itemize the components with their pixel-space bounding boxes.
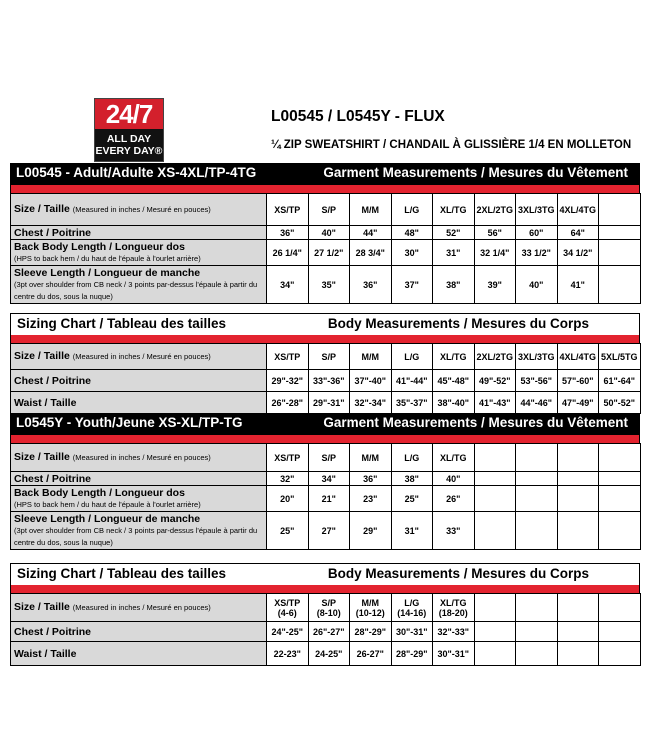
value-cell: 26 1/4": [267, 240, 309, 266]
value-cell: 23": [350, 486, 392, 512]
value-cell: 57"-60": [557, 370, 599, 392]
value-cell: 27": [308, 512, 350, 550]
row-label: Waist / Taille: [11, 642, 267, 666]
adult-garment-table: [10, 193, 641, 304]
value-cell: 33": [433, 512, 475, 550]
size-cell: 4XL/4TG: [557, 344, 599, 370]
value-cell: [599, 642, 641, 666]
size-label-cell: Size / Taille (Measured in inches / Mesuré en pouces): [11, 444, 267, 472]
youth-sizing-header: [10, 563, 640, 585]
value-cell: 47"-49": [557, 392, 599, 414]
value-cell: 32"-33": [433, 622, 475, 642]
value-cell: 29"-32": [267, 370, 309, 392]
value-cell: 53"-56": [516, 370, 558, 392]
value-cell: 38": [391, 472, 433, 486]
value-cell: [599, 472, 641, 486]
size-cell: XL/TG: [433, 194, 475, 226]
value-cell: 31": [391, 512, 433, 550]
value-cell: 41"-44": [391, 370, 433, 392]
value-cell: [599, 512, 641, 550]
value-cell: 33"-36": [308, 370, 350, 392]
size-cell: L/G (14-16): [391, 594, 433, 622]
value-cell: 34 1/2": [557, 240, 599, 266]
red-divider: [10, 185, 640, 193]
value-cell: 32"-34": [350, 392, 392, 414]
logo-bottom: [95, 129, 163, 161]
value-cell: 24-25": [308, 642, 350, 666]
value-cell: [599, 240, 641, 266]
size-cell: S/P (8-10): [308, 594, 350, 622]
value-cell: 52": [433, 226, 475, 240]
logo-line1: ALL DAY: [106, 133, 152, 145]
youth-garment-table: [10, 443, 641, 550]
page-title: L00545 / L0545Y - FLUX: [271, 108, 445, 125]
row-label: Back Body Length / Longueur dos (HPS to back hem / du haut de l'épaule à l'ourlet arrière): [11, 240, 267, 266]
value-cell: 35": [308, 266, 350, 304]
value-cell: 26": [433, 486, 475, 512]
value-cell: [516, 622, 558, 642]
size-cell: L/G: [391, 444, 433, 472]
logo-line2: EVERY DAY®: [95, 145, 163, 157]
size-cell: [516, 444, 558, 472]
table-row: [11, 226, 641, 240]
value-cell: 25": [267, 512, 309, 550]
value-cell: 20": [267, 486, 309, 512]
youth-sizing-title: Sizing Chart / Tableau des tailles: [17, 566, 227, 581]
value-cell: 28"-29": [391, 642, 433, 666]
value-cell: 36": [350, 266, 392, 304]
logo-top-text: 24/7: [95, 99, 163, 129]
value-cell: 49"-52": [474, 370, 516, 392]
red-divider: [10, 585, 640, 593]
value-cell: 39": [474, 266, 516, 304]
size-cell: M/M: [350, 344, 392, 370]
size-cell: [474, 444, 516, 472]
youth-sizing-subtitle: Body Measurements / Mesures du Corps: [327, 566, 589, 581]
size-cell: S/P: [308, 344, 350, 370]
value-cell: 48": [391, 226, 433, 240]
size-cell: M/M (10-12): [350, 594, 392, 622]
value-cell: 24"-25": [267, 622, 309, 642]
size-cell: XS/TP (4-6): [267, 594, 309, 622]
value-cell: [557, 642, 599, 666]
value-cell: 36": [350, 472, 392, 486]
row-label: Back Body Length / Longueur dos (HPS to back hem / du haut de l'épaule à l'ourlet arrière): [11, 486, 267, 512]
adult-garment-subtitle: Garment Measurements / Mesures du Vêtement: [323, 165, 628, 180]
size-label-cell: Size / Taille (Measured in inches / Mesuré en pouces): [11, 194, 267, 226]
table-row: [11, 266, 641, 304]
size-cell: 2XL/2TG: [474, 194, 516, 226]
value-cell: 40": [308, 226, 350, 240]
brand-logo: [94, 98, 164, 162]
adult-garment-header: [10, 163, 640, 185]
value-cell: [599, 622, 641, 642]
value-cell: 56": [474, 226, 516, 240]
value-cell: 40": [433, 472, 475, 486]
value-cell: 40": [516, 266, 558, 304]
youth-sizing-section: [10, 563, 640, 666]
value-cell: 29": [350, 512, 392, 550]
size-cell: XL/TG (18-20): [433, 594, 475, 622]
value-cell: 26"-28": [267, 392, 309, 414]
value-cell: 33 1/2": [516, 240, 558, 266]
value-cell: [599, 266, 641, 304]
size-cell: XS/TP: [267, 444, 309, 472]
row-label: Sleeve Length / Longueur de manche (3pt over shoulder from CB neck / 3 points par-dessus l'épaule à partir du centre du dos, sous la nuque): [11, 266, 267, 304]
size-cell: 4XL/4TG: [557, 194, 599, 226]
value-cell: 36": [267, 226, 309, 240]
size-label-cell: Size / Taille (Measured in inches / Mesuré en pouces): [11, 594, 267, 622]
value-cell: [557, 622, 599, 642]
row-label: Waist / Taille: [11, 392, 267, 414]
value-cell: 26-27": [350, 642, 392, 666]
value-cell: 31": [433, 240, 475, 266]
value-cell: 30"-31": [433, 642, 475, 666]
value-cell: [516, 642, 558, 666]
size-cell: 3XL/3TG: [516, 194, 558, 226]
value-cell: [474, 512, 516, 550]
value-cell: [516, 472, 558, 486]
value-cell: 64": [557, 226, 599, 240]
row-label: Chest / Poitrine: [11, 370, 267, 392]
value-cell: [474, 472, 516, 486]
value-cell: 34": [308, 472, 350, 486]
value-cell: 28"-29": [350, 622, 392, 642]
value-cell: 37": [391, 266, 433, 304]
youth-garment-title: L0545Y - Youth/Jeune XS-XL/TP-TG: [16, 415, 243, 430]
value-cell: [557, 472, 599, 486]
adult-garment-title: L00545 - Adult/Adulte XS-4XL/TP-4TG: [16, 165, 257, 180]
value-cell: 25": [391, 486, 433, 512]
size-cell: 2XL/2TG: [474, 344, 516, 370]
size-cell: XS/TP: [267, 194, 309, 226]
value-cell: [474, 642, 516, 666]
value-cell: 30"-31": [391, 622, 433, 642]
size-cell: XL/TG: [433, 444, 475, 472]
value-cell: 44": [350, 226, 392, 240]
value-cell: [474, 622, 516, 642]
table-row: [11, 444, 641, 472]
youth-garment-subtitle: Garment Measurements / Mesures du Vêtement: [323, 415, 628, 430]
size-cell: [557, 594, 599, 622]
size-cell: L/G: [391, 194, 433, 226]
table-row: [11, 392, 641, 414]
table-row: [11, 642, 641, 666]
value-cell: 45"-48": [433, 370, 475, 392]
value-cell: [474, 486, 516, 512]
youth-garment-header: [10, 413, 640, 435]
size-cell: XL/TG: [433, 344, 475, 370]
row-label: Chest / Poitrine: [11, 622, 267, 642]
youth-sizing-table: [10, 593, 641, 666]
size-cell: [516, 594, 558, 622]
value-cell: 38"-40": [433, 392, 475, 414]
table-row: [11, 240, 641, 266]
value-cell: 22-23": [267, 642, 309, 666]
adult-sizing-header: [10, 313, 640, 335]
size-cell: [599, 444, 641, 472]
adult-garment-section: [10, 163, 640, 304]
value-cell: 41": [557, 266, 599, 304]
value-cell: [557, 486, 599, 512]
value-cell: 60": [516, 226, 558, 240]
adult-sizing-title: Sizing Chart / Tableau des tailles: [17, 316, 227, 331]
table-row: [11, 344, 641, 370]
value-cell: 28 3/4": [350, 240, 392, 266]
value-cell: [557, 512, 599, 550]
adult-sizing-section: [10, 313, 640, 414]
adult-sizing-table: [10, 343, 641, 414]
table-row: [11, 594, 641, 622]
size-cell: [599, 594, 641, 622]
row-label: Sleeve Length / Longueur de manche (3pt over shoulder from CB neck / 3 points par-dessus l'épaule à partir du centre du dos, sous la nuque): [11, 512, 267, 550]
table-row: [11, 622, 641, 642]
youth-garment-section: [10, 413, 640, 550]
value-cell: 61"-64": [599, 370, 641, 392]
size-cell: M/M: [350, 194, 392, 226]
adult-sizing-subtitle: Body Measurements / Mesures du Corps: [327, 316, 589, 331]
size-cell: M/M: [350, 444, 392, 472]
row-label: Chest / Poitrine: [11, 226, 267, 240]
value-cell: 32": [267, 472, 309, 486]
value-cell: 32 1/4": [474, 240, 516, 266]
row-label: Chest / Poitrine: [11, 472, 267, 486]
value-cell: 50"-52": [599, 392, 641, 414]
value-cell: [516, 512, 558, 550]
size-label-cell: Size / Taille (Measured in inches / Mesuré en pouces): [11, 344, 267, 370]
red-divider: [10, 335, 640, 343]
table-row: [11, 370, 641, 392]
value-cell: 27 1/2": [308, 240, 350, 266]
table-row: [11, 472, 641, 486]
value-cell: 44"-46": [516, 392, 558, 414]
size-cell: 5XL/5TG: [599, 344, 641, 370]
table-row: [11, 486, 641, 512]
table-row: [11, 194, 641, 226]
size-cell: 3XL/3TG: [516, 344, 558, 370]
value-cell: [599, 486, 641, 512]
size-cell: [557, 444, 599, 472]
value-cell: 29"-31": [308, 392, 350, 414]
value-cell: [516, 486, 558, 512]
value-cell: [599, 226, 641, 240]
size-cell: [474, 594, 516, 622]
size-cell: [599, 194, 641, 226]
value-cell: 26"-27": [308, 622, 350, 642]
value-cell: 21": [308, 486, 350, 512]
value-cell: 41"-43": [474, 392, 516, 414]
page-subtitle: ¼ ZIP SWEATSHIRT / CHANDAIL À GLISSIÈRE 1/4 EN MOLLETON: [271, 139, 632, 151]
red-divider: [10, 435, 640, 443]
value-cell: 34": [267, 266, 309, 304]
size-cell: S/P: [308, 194, 350, 226]
value-cell: 35"-37": [391, 392, 433, 414]
size-cell: XS/TP: [267, 344, 309, 370]
value-cell: 37"-40": [350, 370, 392, 392]
table-row: [11, 512, 641, 550]
size-cell: L/G: [391, 344, 433, 370]
value-cell: 30": [391, 240, 433, 266]
value-cell: 38": [433, 266, 475, 304]
size-cell: S/P: [308, 444, 350, 472]
